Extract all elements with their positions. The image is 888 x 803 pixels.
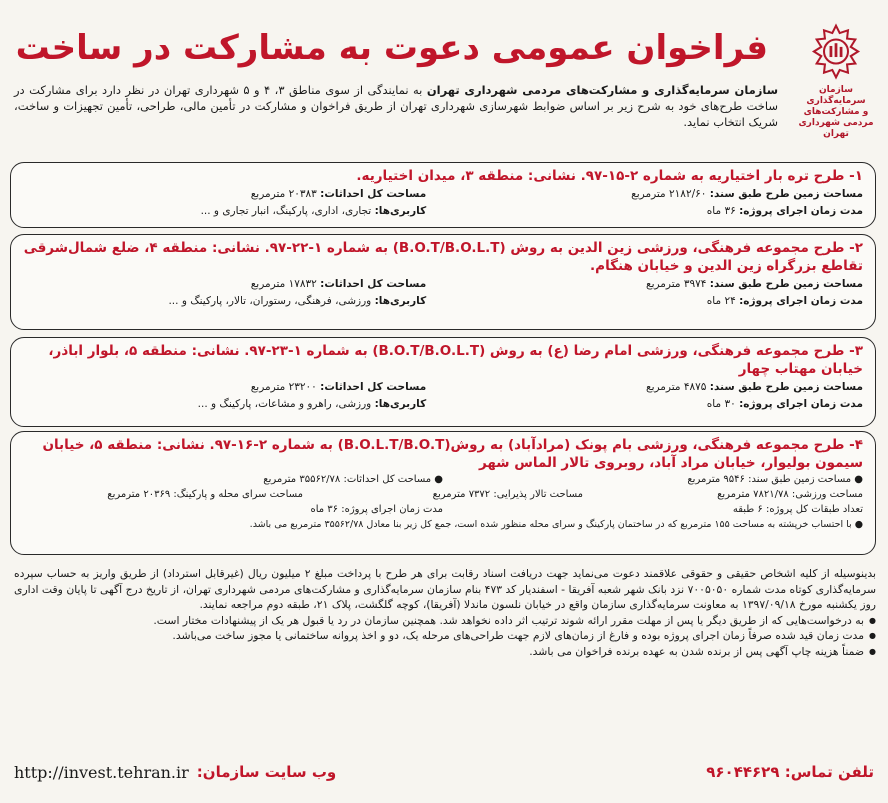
project-box-1 (10, 162, 876, 228)
duration-value: ۳۶ ماه (706, 205, 736, 217)
uses-value: تجاری، اداری، پارکینگ، انبار تجاری و ... (200, 205, 372, 217)
total-build-value: ۲۰۳۸۳ مترمربع (250, 188, 317, 200)
project-title: ۳- طرح مجموعه فرهنگی، ورزشی امام رضا (ع) به روش (B.O.T/B.O.L.T) به شماره ۱-۲۳-۹۷. نشانی: منطقه ۵، بلوار اباذر، خیابان مهتاب چهار (48, 343, 863, 377)
uses-label: کاربری‌ها: (374, 398, 427, 410)
area-note: ● با احتساب خرپشته به مساحت ۱۵۵ مترمربع که در ساختمان پارکینگ و سرای محله منظور شده است، جمع کل زیر بنا معادل ۳۵۵۶۲/۷۸ مترمربع می باشد. (249, 519, 863, 530)
website-link[interactable]: http://invest.tehran.ir (14, 762, 189, 782)
uses-value: ورزشی، فرهنگی، رستوران، تالار، پارکینگ و ... (168, 295, 372, 307)
duration-label: مدت زمان اجرای پروژه: (739, 205, 863, 217)
intro-paragraph (14, 82, 778, 130)
duration-value: ۲۴ ماه (706, 295, 736, 307)
logo-line-1: سازمان سرمایه‌گذاری (806, 85, 866, 106)
sport-area: مساحت ورزشی: ۷۸۲۱/۷۸ مترمربع (717, 489, 863, 500)
uses-label: کاربری‌ها: (374, 205, 427, 217)
page-title: فراخوان عمومی دعوت به مشارکت در ساخت (15, 28, 768, 68)
project-box-3 (10, 337, 876, 427)
project-box-2 (10, 234, 876, 330)
terms-section (14, 566, 876, 660)
organization-logo (794, 22, 878, 140)
land-area-value: ۳۹۷۴ مترمربع (646, 278, 707, 290)
project-title: ۴- طرح مجموعه فرهنگی، ورزشی بام پونک (مرادآباد) به روش(B.O.L.T/B.O.T) به شماره ۲-۱۶-۹۷. نشانی: منطقه ۵، خیابان سیمون بولیوار، خیابان مراد آباد، روبروی تالار الماس شهر (42, 437, 863, 471)
duration-value: ۳۰ ماه (706, 398, 736, 410)
total-build-label: مساحت کل احداثات: (320, 381, 427, 393)
local-parking-area: مساحت سرای محله و پارکینگ: ۲۰۳۶۹ مترمربع (107, 489, 303, 500)
footer (14, 757, 874, 787)
emblem-icon (804, 22, 868, 81)
uses-label: کاربری‌ها: (374, 295, 427, 307)
intro-text: به نمایندگی از سوی مناطق ۳، ۴ و ۵ شهرداری تهران در نظر دارد برای مشارکت در ساخت طرح‌های خود به شرح زیر بر اساس ضوابط شهرسازی شهرداری تهران از طریق فراخوان و مشارکت در تأمین مالی، طراحی، تأمین تجهیزات و ساخت، شریک انتخاب نماید. (14, 83, 778, 129)
land-area-label: مساحت زمین طرح طبق سند: (709, 188, 863, 200)
land-area-value: ۴۸۷۵ مترمربع (646, 381, 707, 393)
invitation-paragraph: بدینوسیله از کلیه اشخاص حقیقی و حقوقی علاقمند دعوت می‌نماید جهت دریافت اسناد رقابت برای هر طرح با پرداخت مبلغ ۲ میلیون ریال (غیرقابل استرداد) از طریق واریز به حساب سپرده سرمایه‌گذاری کوتاه مدت شماره ۷۰۰۵۰۵۰ نزد بانک شهر شعبه آفریقا - اسفندیار کد ۴۷۳ بنام سازمان سرمایه‌گذاری و مشارکت‌های مردمی شهرداری تهران، از تاریخ درج آگهی تا پایان وقت اداری روز یکشنبه مورخ ۱۳۹۷/۰۹/۱۸ به معاونت سرمایه‌گذاری سازمان واقع در خیابان نلسون ماندلا (آفریقا)، کوچه گلگشت، پلاک ۲۱، طبقه دوم مراجعه نمایند. (14, 567, 876, 612)
condition-item: ● به درخواست‌هایی که از طریق دیگر یا پس از مهلت مقرر ارائه شوند ترتیب اثر داده نخواهد شد. همچنین سازمان در رد یا قبول هر یک از پیشنهادات مختار است. (14, 613, 876, 629)
project-title: ۲- طرح مجموعه فرهنگی، ورزشی زین الدین به روش (B.O.T/B.O.L.T) به شماره ۱-۲۲-۹۷. نشانی: منطقه ۴، ضلع شمال‌شرقی تقاطع بزرگراه زین الدین و خیابان هنگام. (23, 240, 863, 274)
total-build: ● مساحت کل احداثات: ۳۵۵۶۲/۷۸ مترمربع (263, 474, 443, 485)
duration: مدت زمان اجرای پروژه: ۳۶ ماه (310, 504, 443, 515)
contact-phone: تلفن تماس: ۹۶۰۴۴۶۲۹ (706, 763, 874, 781)
intro-organization: سازمان سرمایه‌گذاری و مشارکت‌های مردمی شهرداری تهران (426, 83, 779, 97)
land-area-value: ۲۱۸۲/۶۰ مترمربع (631, 188, 707, 200)
condition-item: ● مدت زمان قید شده صرفاً زمان اجرای پروژه بوده و فارغ از زمان‌های لازم جهت طراحی‌های مرحله یک، دو و اخذ پروانه ساختمانی یا مجوز ساخت می‌باشد. (14, 628, 876, 644)
conditions-list (14, 613, 876, 660)
total-build-value: ۱۷۸۳۲ مترمربع (250, 278, 317, 290)
floors-count: تعداد طبقات کل پروژه: ۶ طبقه (732, 504, 863, 515)
condition-item: ● ضمناً هزینه چاپ آگهی پس از برنده شدن به عهده برنده فراخوان می باشد. (14, 644, 876, 660)
duration-label: مدت زمان اجرای پروژه: (739, 398, 863, 410)
logo-line-2: و مشارکت‌های مردمی شهرداری تهران (798, 107, 874, 139)
total-build-label: مساحت کل احداثات: (320, 278, 427, 290)
land-area: ● مساحت زمین طبق سند: ۹۵۴۶ مترمربع (687, 474, 863, 485)
land-area-label: مساحت زمین طرح طبق سند: (709, 278, 863, 290)
header (0, 20, 888, 162)
land-area-label: مساحت زمین طرح طبق سند: (709, 381, 863, 393)
uses-value: ورزشی، راهرو و مشاعات، پارکینگ و ... (197, 398, 372, 410)
total-build-value: ۲۳۲۰۰ مترمربع (250, 381, 317, 393)
hall-area: مساحت تالار پذیرایی: ۷۳۷۲ مترمربع (432, 489, 583, 500)
total-build-label: مساحت کل احداثات: (320, 188, 427, 200)
duration-label: مدت زمان اجرای پروژه: (739, 295, 863, 307)
project-title: ۱- طرح تره بار اختیاریه به شماره ۲-۱۵-۹۷. نشانی: منطقه ۳، میدان اختیاریه. (356, 168, 863, 184)
website-label: وب سایت سازمان: (196, 763, 337, 781)
project-box-4 (10, 431, 876, 555)
